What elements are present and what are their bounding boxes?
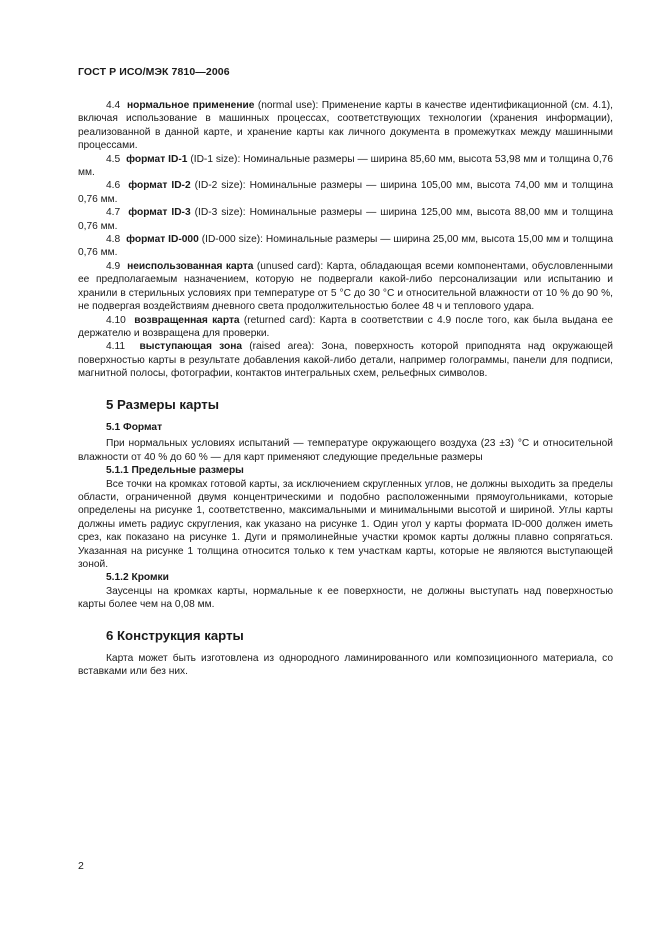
section-5-1-1-heading: 5.1.1 Предельные размеры — [106, 465, 244, 477]
definition-4-11: 4.11 выступающая зона (raised area): Зона, поверхность которой приподнята над окружающей поверхностью карты в результате добавления какой-либо детали, например голограммы, панели для подписи, магнитной полосы, фотографии, контактов интегральных схем, рельефных символов. — [78, 341, 613, 380]
document-body — [78, 99, 613, 679]
section-5-1-2-text: Заусенцы на кромках карты, нормальные к ее поверхности, не должны выступать над поверхностью карты более чем на 0,08 мм. — [78, 585, 613, 611]
definition-4-5: 4.5 формат ID-1 (ID-1 size): Номинальные размеры — ширина 85,60 мм, высота 53,98 мм и толщина 0,76 мм. — [78, 153, 613, 179]
section-5-1-text: При нормальных условиях испытаний — температуре окружающего воздуха (23 ±3) °С и относительной влажности от 40 % до 60 % — для карт применяют следующие предельные размеры — [78, 438, 613, 463]
section-5-1-2-heading: 5.1.2 Кромки — [106, 572, 169, 584]
definition-4-7: 4.7 формат ID-3 (ID-3 size): Номинальные размеры — ширина 125,00 мм, высота 88,00 мм и толщина 0,76 мм. — [78, 207, 613, 232]
definition-4-4: 4.4 нормальное применение (normal use): Применение карты в качестве идентификационной (см. 4.1), включая использование в машинных процессах, соответствующих технологии (хранения информации), реализованной в данной карте, и хранение карты как личного документа в промежутках между машинными процессами. — [78, 100, 613, 152]
section-6-text: Карта может быть изготовлена из однородного ламинированного или композиционного материала, со вставками или без них. — [78, 653, 613, 678]
section-5-heading: 5 Размеры карты — [106, 396, 219, 412]
section-5-1-1-text: Все точки на кромках готовой карты, за исключением скругленных углов, не должны выходить за пределы области, ограниченной двумя концентрическими и подобно расположенными прямоугольниками, которые определены на рисунке 1, соответственно, максимальными и минимальными высотой и шириной. Углы карты должны иметь радиус скругления, как указано на рисунке 1. Один угол у карты формата ID-000 должен иметь срез, как показано на рисунке 1. Дуги и прямолинейные участки кромок карты должны плавно сопрягаться. Указанная на рисунке 1 толщина относится только к тем участкам карты, которые не являются выступающей зоной. — [78, 478, 613, 570]
definition-4-9: 4.9 неиспользованная карта (unused card): Карта, обладающая всеми компонентами, обусловленными ее предполагаемым назначением, которую не подвергали какой-либо персонализации или испытанию и хранили в стерильных условиях при температуре от 5 °С до 30 °С и относительной влажности от 10 % до 90 %, не подвергая воздействиям дневного света продолжительностью более 48 ч и теплового удара. — [78, 260, 614, 313]
section-5-1-heading: 5.1 Формат — [106, 421, 163, 433]
document-header: ГОСТ Р ИСО/МЭК 7810—2006 — [78, 66, 230, 78]
definition-4-10: 4.10 возвращенная карта (returned card): Карта в соответствии с 4.9 после того, как была выдана ее держателю и возвращена для проверки. — [78, 314, 614, 339]
section-6-heading: 6 Конструкция карты — [106, 627, 244, 643]
definition-4-8: 4.8 формат ID-000 (ID-000 size): Номинальные размеры — ширина 25,00 мм, высота 15,00 мм и толщина 0,76 мм. — [78, 234, 613, 259]
definition-4-6: 4.6 формат ID-2 (ID-2 size): Номинальные размеры — ширина 105,00 мм, высота 74,00 мм и толщина 0,76 мм. — [78, 180, 613, 205]
page-number: 2 — [78, 860, 84, 872]
